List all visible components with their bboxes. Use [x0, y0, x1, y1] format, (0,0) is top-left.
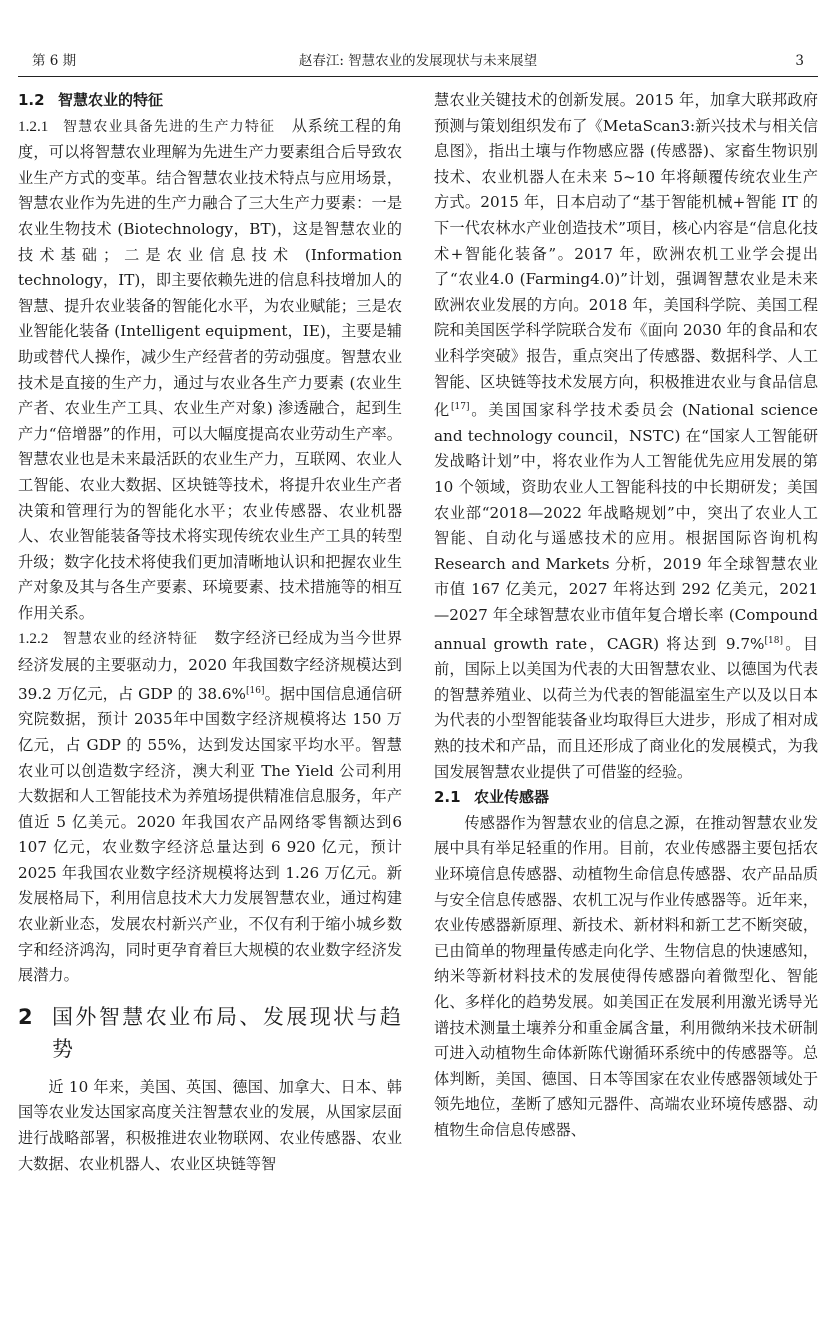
issue-number: 第 6 期: [32, 53, 77, 69]
subsection-number: 1.2.2: [18, 630, 49, 648]
section-number: 2.1: [434, 788, 461, 807]
header-divider: [18, 76, 818, 77]
subsection-1-2-1: [18, 114, 402, 627]
page-number: 3: [795, 53, 804, 69]
running-header: [18, 50, 818, 72]
subsection-title: 智慧农业的经济特征: [62, 631, 198, 648]
paragraph-text: 。美国国家科学技术委员会 (National science and technology council，NSTC) 在“国家人工智能研发战略计划”中，将农业作为人工智能优先应用发展的第 10 个领域，资助农业人工智能科技的中长期研发；美国农业部“2018—2022 年战略规划”中，突出了农业人工智能、自动化与遥感技术的应用。根据国际咨询机构 Research and Markets 分析，2019 年全球智慧农业市值 167 亿美元，2027 年将达到 292 亿美元，2021—2027 年全球智慧农业市值年复合增长率 (Compound annual growth rate，CAGR) 将达到 9.7%: [434, 401, 818, 653]
section-2-1-body: 传感器作为智慧农业的信息之源，在推动智慧农业发展中具有举足轻重的作用。目前，农业传感器主要包括农业环境信息传感器、动植物生命信息传感器、农产品品质与安全信息传感器、农机工况与作业传感器等。近年来，农业传感器新原理、新技术、新材料和新工艺不断突破，已由简单的物理量传感走向化学、生物信息的快速感知，纳米等新材料技术的发展使得传感器向着微型化、智能化、多样化的趋势发展。如美国正在发展利用激光诱导光谱技术测量土壤养分和重金属含量，利用微纳米技术研制可进入动植物生命体新陈代谢循环系统中的传感器等。总体判断，美国、德国、日本等国家在农业传感器领域处于领先地位，垄断了感知元器件、高端农业环境传感器、动植物生命信息传感器、: [434, 813, 818, 1139]
subsection-body: 从系统工程的角度，可以将智慧农业理解为先进生产力要素组合后导致农业生产方式的变革。结合智慧农业技术特点与应用场景，智慧农业作为先进的生产力融合了三大生产力要素：一是农业生物技术 (Biotechnology，BT)，这是智慧农业的技术基础；二是农业信息技术 (Information technology，IT)，即主要依赖先进的信息科技增加人的智慧、提升农业装备的智能化水平，为农业赋能；三是农业智能化装备 (Intelligent equipment，IE)，主要是辅助或替代人操作，减少生产经营者的劳动强度。智慧农业技术是直接的生产力，通过与农业各生产力要素 (农业生产者、农业生产工具、农业生产对象) 渗透融合，起到生产力“倍增器”的作用，可以大幅度提高农业劳动生产率。智慧农业也是未来最活跃的农业生产力，互联网、农业人工智能、农业大数据、区块链等技术，将提升农业生产者决策和管理行为的智能化水平；农业传感器、农业机器人、农业智能装备等技术将实现传统农业生产工具的转型升级；数字化技术将使我们更加清晰地认识和把握农业生产对象及其与各生产要素、环境要素、技术措施等的相互作用关系。: [18, 116, 403, 622]
continued-paragraph: [434, 88, 818, 785]
subsection-body: 数字经济已经成为当今世界经济发展的主要驱动力，2020 年我国数字经济规模达到 39.2 万亿元，占 GDP 的 38.6%: [18, 629, 403, 703]
paragraph-text: 。目前，国际上以美国为代表的大田智慧农业、以德国为代表的智慧养殖业、以荷兰为代表的智能温室生产以及以日本为代表的小型智能装备业均取得巨大进步，形成了相对成熟的技术和产品，而且还形成了商业化的发展模式，为我国发展智慧农业提供了可借鉴的经验。: [434, 634, 819, 781]
running-title: 赵春江: 智慧农业的发展现状与未来展望: [298, 53, 538, 69]
citation-ref: [16]: [245, 685, 265, 696]
paragraph-text: 慧农业关键技术的创新发展。2015 年，加拿大联邦政府预测与策划组织发布了《MetaScan3:新兴技术与相关信息图》，指出土壤与作物感应器 (传感器)、家畜生物识别技术、农业机器人在未来 5~10 年将颠覆传统农业生产方式。2015 年，日本启动了“基于智能机械+智能 IT 的下一代农林水产业创造技术”项目，核心内容是“信息化技术+智能化装备”。2017 年，欧洲农机工业学会提出了“农业4.0 (Farming4.0)”计划，强调智慧农业是未来欧洲农业发展的方向。2018 年，美国科学院、美国工程院和美国医学科学院联合发布《面向 2030 年的食品和农业科学突破》报告，重点突出了传感器、数据科学、人工智能、区块链等技术发展方向，积极推进农业与食品信息化: [434, 91, 818, 420]
subsection-body-cont: 。据中国信息通信研究院数据，预计 2035年中国数字经济规模将达 150 万亿元，占 GDP 的 55%，达到发达国家平均水平。智慧农业可以创造数字经济，澳大利亚 The Yield 公司利用大数据和人工智能技术为养殖场提供精准信息服务，年产值近 5 亿美元。2020 年我国农产品网络零售额达到6 107 亿元，农业数字经济总量达到 6 920 亿元，预计 2025 年我国农业数字经济规模将达到 1.26 万亿元。新发展格局下，利用信息技术大力发展智慧农业，通过构建农业新业态，发展农村新兴产业，不仅有利于缩小城乡数字和经济鸿沟，同时更孕育着巨大规模的农业数字经济发展潜力。: [18, 684, 403, 985]
section-number: 2: [18, 1004, 33, 1029]
section-heading-1-2: [18, 88, 402, 114]
subsection-title: 智慧农业具备先进的生产力特征: [62, 118, 276, 135]
section-number: 1.2: [18, 91, 45, 109]
subsection-number: 1.2.1: [18, 117, 49, 135]
section-heading-2: [18, 1001, 402, 1065]
right-column: [434, 88, 818, 1143]
section-2-intro: 近 10 年来，美国、英国、德国、加拿大、日本、韩国等农业发达国家高度关注智慧农业的发展，从国家层面进行战略部署，积极推进农业物联网、农业传感器、农业大数据、农业机器人、农业区块链等智: [18, 1077, 402, 1173]
section-title: 智慧农业的特征: [58, 91, 164, 109]
left-column: [18, 88, 402, 1177]
section-title: 农业传感器: [474, 788, 550, 807]
citation-ref: [18]: [764, 635, 783, 646]
section-title: 国外智慧农业布局、发展现状与趋势: [52, 1004, 402, 1061]
subsection-1-2-2: [18, 626, 402, 988]
section-heading-2-1: [434, 785, 818, 811]
citation-ref: [17]: [451, 402, 470, 413]
